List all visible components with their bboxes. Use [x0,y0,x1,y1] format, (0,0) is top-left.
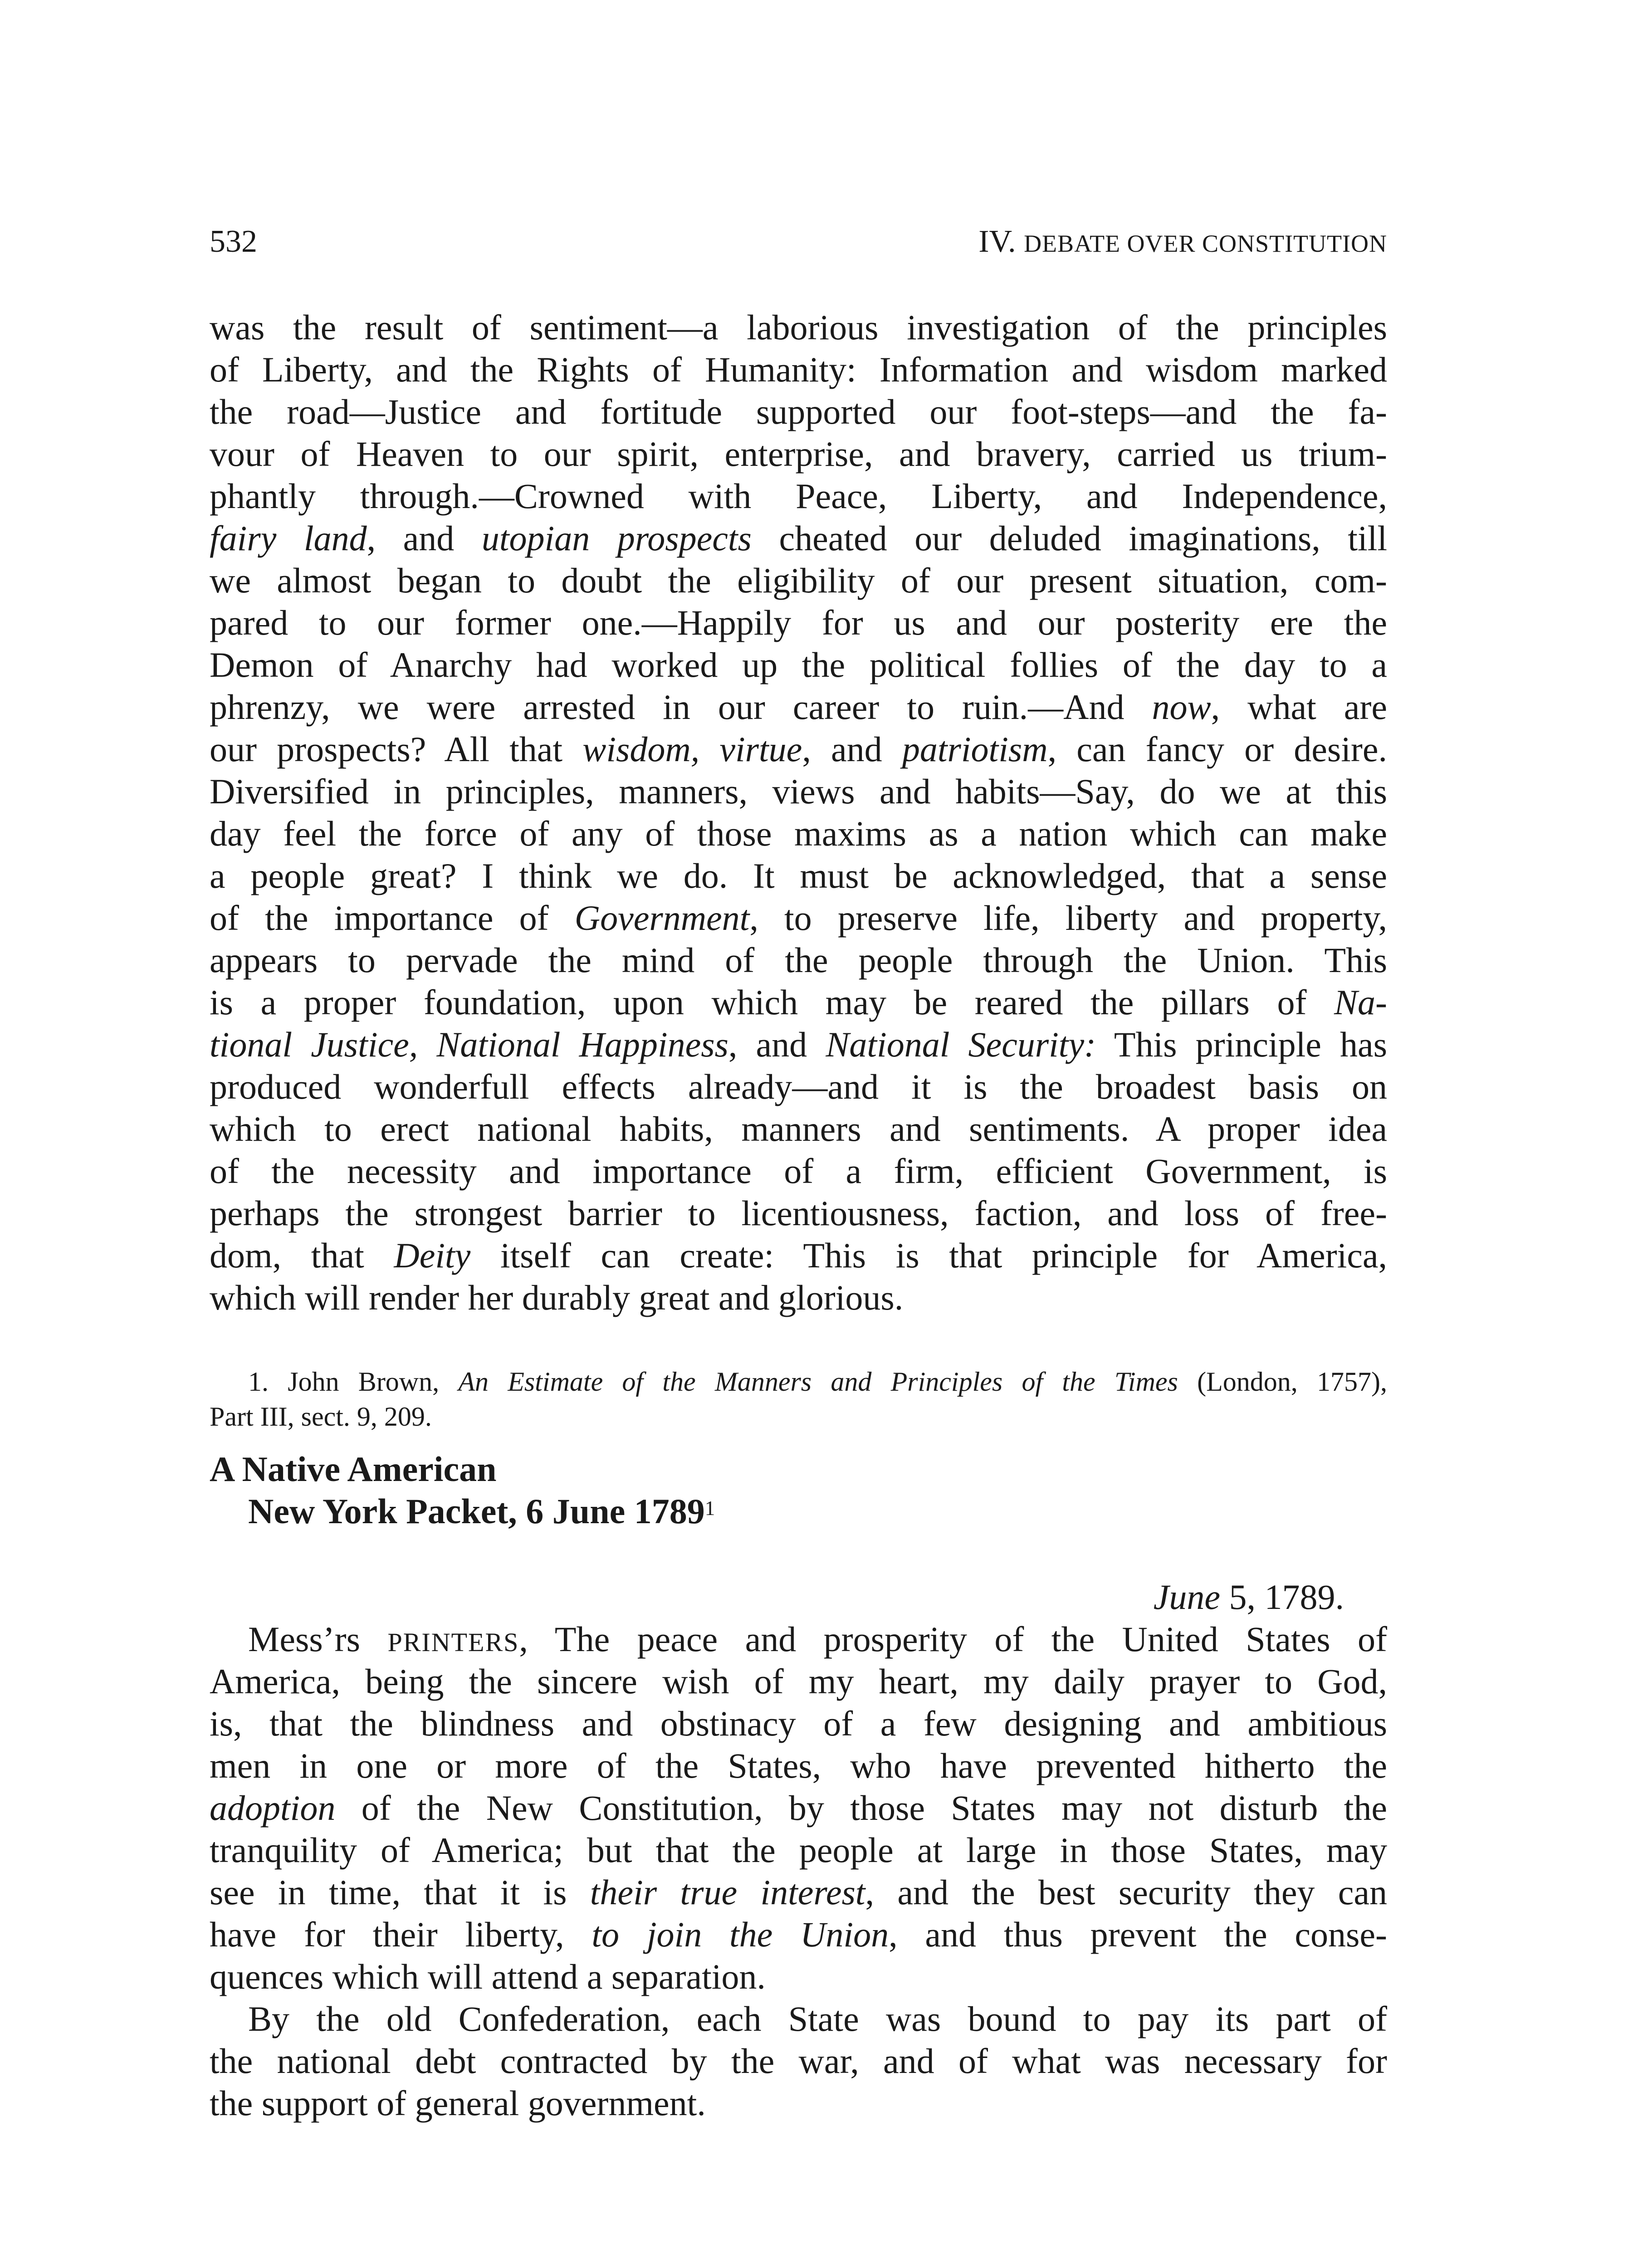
running-head-title: DEBATE OVER CONSTITUTION [1024,230,1387,257]
text-line: of the necessity and importance of a firm, efficient Government, is [210,1151,1387,1191]
salutation-printers: PRINTERS [387,1628,519,1657]
running-head [978,221,1387,264]
text-line: By the old Confederation, each State was bound to pay its part of [248,1999,1387,2038]
text-line: tional Justice, National Happiness, and National Security: This principle has [210,1025,1388,1064]
page-header [210,221,1387,262]
text-line: the national debt contracted by the war, and of what was necessary for [210,2041,1387,2081]
text-line: tranquility of America; but that the people at large in those States, may [210,1830,1387,1870]
text-line: of Liberty, and the Rights of Humanity: Information and wisdom marked [210,350,1387,389]
footnote-line: 1. John Brown, An Estimate of the Manners and Principles of the Times (London, 1757), [248,1367,1387,1397]
text-line: America, being the sincere wish of my heart, my daily prayer to God, [210,1662,1387,1701]
text-line: was the result of sentiment—a laborious investigation of the principles [210,308,1387,347]
text-line: phrenzy, we were arrested in our career to ruin.—And now, what are [210,687,1387,727]
text-line: produced wonderfull effects already—and it is the broadest basis on [210,1067,1387,1106]
article-title: A Native American [210,1449,497,1489]
footnote [210,1364,1387,1434]
text-line: phantly through.—Crowned with Peace, Liberty, and Independence, [210,476,1387,516]
text-line: the road—Justice and fortitude supported our foot-steps—and the fa- [210,392,1387,431]
text-line: fairy land, and utopian prospects cheated our deluded imaginations, till [210,518,1387,558]
letter-date: June 5, 1789. [1153,1577,1344,1617]
footnote-ref: 1 [704,1497,715,1520]
text-line: Demon of Anarchy had worked up the political follies of the day to a [210,645,1387,684]
article-source: New York Packet, 6 June 1789$^1$ [248,1491,715,1531]
text-line: is a proper foundation, upon which may be reared the pillars of Na- [210,982,1387,1022]
text-line: pared to our former one.—Happily for us and our posterity ere the [210,603,1387,642]
text-line: men in one or more of the States, who have prevented hitherto the [210,1746,1387,1785]
footnote-line: Part III, sect. 9, 209. [210,1402,432,1432]
text-line: Mess’rs PRINTERS, The peace and prosperity of the United States of [248,1619,1387,1659]
text-line: see in time, that it is their true interest, and the best security they can [210,1872,1388,1912]
text-line: a people great? I think we do. It must be acknowledged, that a sense [210,856,1387,895]
text-line: Diversified in principles, manners, views and habits—Say, do we at this [210,772,1387,811]
text-line: quences which will attend a separation. [210,1957,766,1996]
letter-body [210,1576,1387,2124]
text-line: is, that the blindness and obstinacy of a few designing and ambitious [210,1704,1387,1743]
text-line: we almost began to doubt the eligibility of our present situation, com- [210,561,1387,600]
text-line: which to erect national habits, manners and sentiments. A proper idea [210,1109,1387,1149]
body-text-continued [210,306,1387,1319]
text-line: day feel the force of any of those maxims as a nation which can make [210,814,1387,853]
text-line: the support of general government. [210,2083,706,2123]
text-line: dom, that Deity itself can create: This is that principle for America, [210,1236,1387,1275]
text-line: vour of Heaven to our spirit, enterprise, and bravery, carried us trium- [210,434,1387,474]
text-line: which will render her durably great and glorious. [210,1278,904,1317]
text-line: have for their liberty, to join the Union, and thus prevent the conse- [210,1915,1387,1954]
text-line: adoption of the New Constitution, by those States may not disturb the [210,1788,1387,1828]
article-heading [210,1448,1387,1532]
text-line: perhaps the strongest barrier to licentiousness, faction, and loss of free- [210,1193,1387,1233]
text-line: our prospects? All that wisdom, virtue, and patriotism, can fancy or desire. [210,729,1387,769]
text-line: appears to pervade the mind of the people through the Union. This [210,940,1387,980]
page-number: 532 [210,224,257,259]
running-head-roman: IV. [978,224,1024,259]
text-line: of the importance of Government, to preserve life, liberty and property, [210,898,1387,938]
